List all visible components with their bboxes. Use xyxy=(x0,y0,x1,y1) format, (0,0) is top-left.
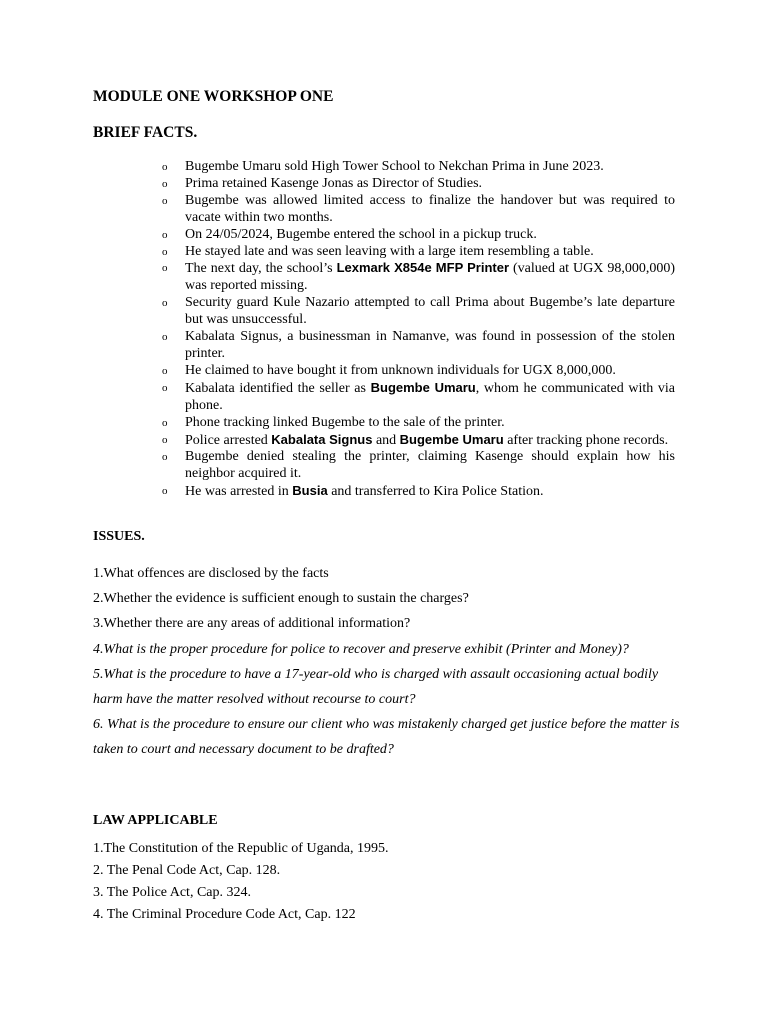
fact-text: and transferred to Kira Police Station. xyxy=(327,484,544,500)
law-item: 1.The Constitution of the Republic of Uganda, 1995. xyxy=(93,841,389,856)
fact-item xyxy=(162,295,675,329)
fact-bold-text: Kabalata Signus xyxy=(271,431,373,447)
fact-item xyxy=(162,449,675,483)
law-applicable-heading: LAW APPLICABLE xyxy=(93,813,218,828)
bullet-icon: o xyxy=(162,245,168,258)
fact-text: He claimed to have bought it from unknown individuals for UGX 8,000,000. xyxy=(185,362,616,378)
law-item: 4. The Criminal Procedure Code Act, Cap. 122 xyxy=(93,907,356,922)
bullet-icon: o xyxy=(162,381,168,394)
issue-item: 2.Whether the evidence is sufficient enough to sustain the charges? xyxy=(93,591,469,607)
bullet-icon: o xyxy=(162,364,168,377)
fact-text: and xyxy=(372,432,400,448)
fact-item xyxy=(162,176,675,193)
issue-item: 5.What is the procedure to have a 17-year-old who is charged with assault occasioning actual bodily harm have the matter resolved without recourse to court? xyxy=(93,666,659,708)
law-item: 3. The Police Act, Cap. 324. xyxy=(93,885,251,900)
bullet-icon: o xyxy=(162,177,168,190)
fact-text: Prima retained Kasenge Jonas as Director of Studies. xyxy=(185,175,483,191)
issues-list xyxy=(93,561,683,763)
fact-item xyxy=(162,227,675,244)
fact-text: He stayed late and was seen leaving with a large item resembling a table. xyxy=(185,243,594,259)
issue-item: 6. What is the procedure to ensure our client who was mistakenly charged get justice before the matter is taken to court and necessary document to be drafted? xyxy=(93,717,680,758)
document-title: MODULE ONE WORKSHOP ONE xyxy=(93,88,334,105)
fact-text: He was arrested in xyxy=(185,484,293,500)
fact-text: Police arrested xyxy=(185,432,272,448)
fact-bold-text: Bugembe Umaru xyxy=(370,379,476,395)
fact-text: Security guard Kule Nazario attempted to call Prima about Bugembe’s late departure but was unsuccessful. xyxy=(185,295,675,328)
bullet-icon: o xyxy=(162,433,168,446)
fact-item xyxy=(162,193,675,227)
fact-item xyxy=(162,260,675,295)
fact-text: Bugembe denied stealing the printer, claiming Kasenge should explain how his neighbor acquired it. xyxy=(185,449,675,482)
bullet-icon: o xyxy=(162,194,168,207)
bullet-icon: o xyxy=(162,416,168,429)
fact-text: Bugembe was allowed limited access to finalize the handover but was required to vacate within two months. xyxy=(185,192,675,225)
fact-text: Bugembe Umaru sold High Tower School to Nekchan Prima in June 2023. xyxy=(185,159,604,174)
fact-item xyxy=(162,363,675,380)
bullet-icon: o xyxy=(162,451,168,464)
issue-item: 1.What offences are disclosed by the facts xyxy=(93,566,329,581)
fact-item xyxy=(162,380,675,415)
laws-list xyxy=(93,838,683,926)
fact-item xyxy=(162,483,675,501)
bullet-icon: o xyxy=(162,161,168,173)
fact-bold-text: Lexmark X854e MFP Printer xyxy=(336,260,510,276)
fact-bold-text: Busia xyxy=(292,483,328,499)
issues-heading: ISSUES. xyxy=(93,529,145,544)
law-item: 2. The Penal Code Act, Cap. 128. xyxy=(93,863,281,878)
fact-item xyxy=(162,432,675,450)
issue-item: 4.What is the proper procedure for police to recover and preserve exhibit (Printer and Money)? xyxy=(93,641,629,657)
fact-item xyxy=(162,329,675,363)
fact-text: Phone tracking linked Bugembe to the sale of the printer. xyxy=(185,414,505,430)
fact-text: , whom he communicated with via phone. xyxy=(185,380,676,413)
fact-text: On 24/05/2024, Bugembe entered the school in a pickup truck. xyxy=(185,226,537,242)
fact-item xyxy=(162,244,675,261)
fact-text: The next day, the school’s xyxy=(185,261,337,277)
fact-item xyxy=(162,415,675,432)
brief-facts-heading: BRIEF FACTS. xyxy=(93,124,198,141)
issue-item: 3.Whether there are any areas of additional information? xyxy=(93,616,411,632)
fact-text: (valued at UGX 98,000,000) was reported missing. xyxy=(185,261,676,294)
bullet-icon: o xyxy=(162,228,168,241)
bullet-icon: o xyxy=(162,262,168,275)
fact-bold-text: Bugembe Umaru xyxy=(399,431,504,447)
facts-list xyxy=(162,159,675,501)
bullet-icon: o xyxy=(162,331,168,344)
bullet-icon: o xyxy=(162,297,168,310)
fact-item xyxy=(162,159,675,176)
fact-text: Kabalata Signus, a businessman in Namanve, was found in possession of the stolen printer. xyxy=(185,329,675,361)
fact-text: after tracking phone records. xyxy=(503,432,669,448)
bullet-icon: o xyxy=(162,485,168,498)
fact-text: Kabalata identified the seller as xyxy=(185,380,371,396)
